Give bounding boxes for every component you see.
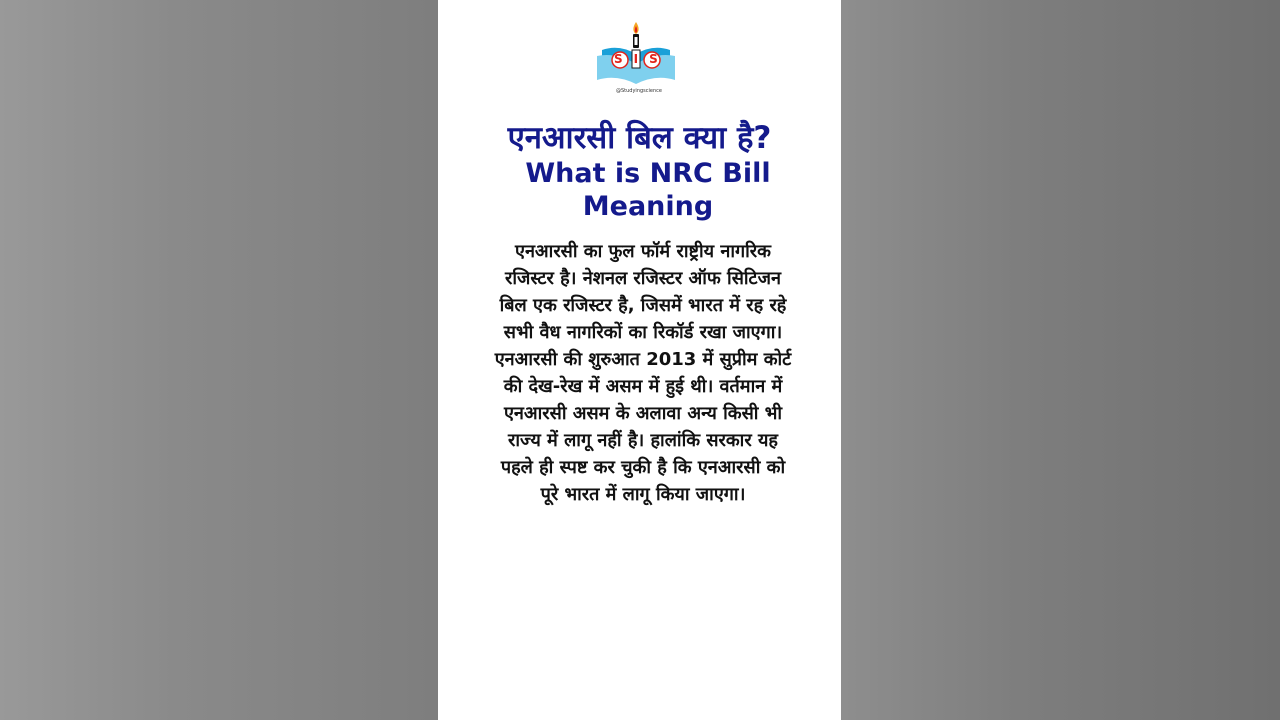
body-paragraph: एनआरसी का फुल फॉर्म राष्ट्रीय नागरिक रजिस्टर है। नेशनल रजिस्टर ऑफ सिटिजन बिल एक रजिस्टर है, जिसमें भारत में रह रहे सभी वैध नागरिकों का रिकॉर्ड रखा जाएगा। एनआरसी की शुरुआत 2013 में सुप्रीम कोर्ट की देख-रेख में असम में हुई थी। वर्तमान में एनआरसी असम के अलावा अन्य किसी भी राज्य में लागू नहीं है। हालांकि सरकार यह पहले ही स्पष्ट कर चुकी है कि एनआरसी को पूरे भारत में लागू किया जाएगा। [494,241,792,505]
logo-letters [594,50,684,70]
title-hindi: एनआरसी बिल क्या है? [507,120,772,156]
right-blurred-background [841,0,1280,720]
title-english: What is NRC Bill Meaning [525,158,771,222]
logo-caption: @Studyingscience [616,88,662,94]
left-blurred-background [0,0,438,720]
sis-logo [594,20,684,98]
logo-letters-text: SIS [614,52,669,66]
content-card [438,0,841,720]
